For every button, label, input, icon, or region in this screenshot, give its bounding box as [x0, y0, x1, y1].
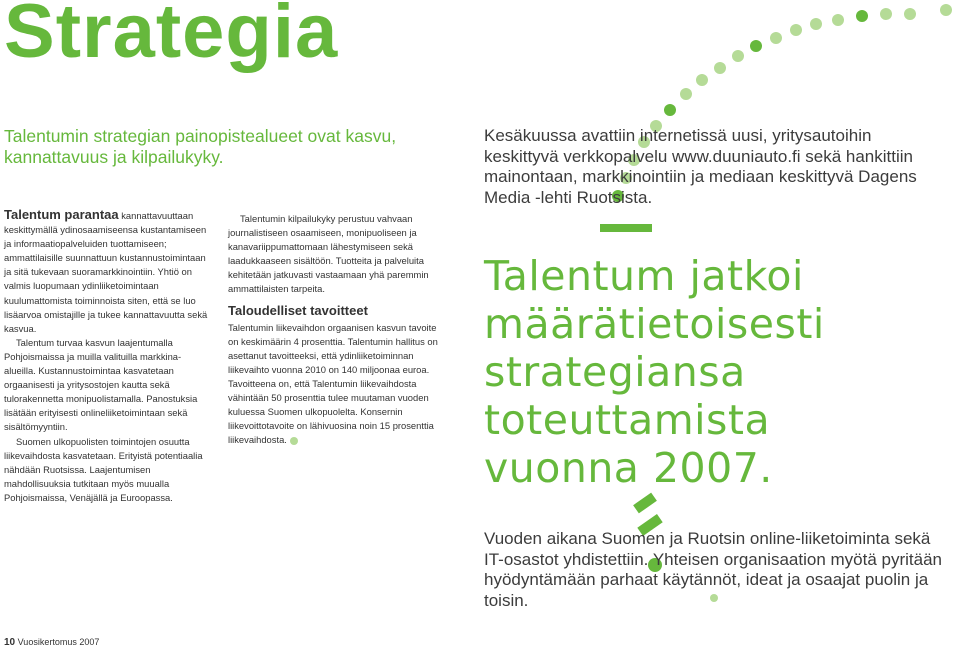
right-bottom-paragraph: Vuoden aikana Suomen ja Ruotsin online-liiketoiminta sekä IT-osastot yhdistettiin. Yhteisen organisaation myötä pyritään hyödyntämään parhaat käytännöt, ideat ja osaajat puolin ja toisin.	[484, 529, 942, 610]
col1-lead: Talentum parantaa	[4, 207, 119, 222]
decorative-dot	[856, 10, 868, 22]
text-column-2	[228, 212, 438, 447]
pull-quote-line: vuonna 2007.	[484, 444, 773, 492]
page-footer	[4, 637, 99, 648]
decorative-dot	[696, 74, 708, 86]
page-title: Strategia	[4, 0, 339, 74]
pull-quote	[484, 252, 954, 492]
col2-paragraph-1: Talentumin kilpailukyky perustuu vahvaan journalistiseen osaamiseen, monipuoliseen ja kanavariippumattomaan lähestymiseen sekä laadukkaaseen sisältöön. Tuotteita ja palveluita kehitetään jatkuvasti vastaamaan yhä paremmin ammattilaisten tarpeita.	[228, 213, 429, 295]
decorative-dot	[810, 18, 822, 30]
decorative-dot	[770, 32, 782, 44]
pull-quote-line: toteuttamista	[484, 396, 771, 444]
col2-text-2: Talentumin liikevaihdon orgaanisen kasvun tavoite on keskimäärin 4 prosenttia. Talentumin hallitus on asettanut tavoitteeksi, että ydinliiketoiminnan liikevaihto vuonna 2010 on 140 miljoonaa euroa. Tavoitteena on, että Talentumin liikevaihdosta vähintään 50 prosenttia tulee muutaman vuoden kuluessa Suomen ulkopuolelta. Konsernin liikevoittotavoite on lähivuosina noin 15 prosenttia liikevaihdosta.	[228, 321, 438, 446]
decorative-dot	[832, 14, 844, 26]
pull-quote-line: määrätietoisesti	[484, 300, 825, 348]
right-bottom-text	[484, 529, 944, 611]
publication-name: Vuosikertomus 2007	[17, 637, 100, 647]
decorative-dot	[732, 50, 744, 62]
col1-paragraph-1	[4, 208, 210, 336]
section-heading-financial-targets: Taloudelliset tavoitteet	[228, 302, 368, 318]
decorative-dot	[750, 40, 762, 52]
decorative-dot	[680, 88, 692, 100]
right-top-text	[484, 126, 944, 208]
col2-paragraph-2	[228, 321, 438, 448]
pull-quote-line: Talentum jatkoi	[484, 252, 804, 300]
end-dot-icon	[290, 437, 298, 445]
decorative-dot	[904, 8, 916, 20]
page-subtitle: Talentumin strategian painopistealueet ovat kasvu, kannattavuus ja kilpailukyky.	[4, 126, 397, 167]
decorative-dot	[790, 24, 802, 36]
decorative-dash-bottom-1	[633, 493, 657, 514]
col1-text-1: kannattavuuttaan keskittymällä ydinosaamiseensa kustantamiseen ja informaatiopalveluiden tuottamiseen; ammattilaisille suunnattuun kustannustoimintaan ja sitä tukevaan suoramarkkinointiin. Yhtiö on valmis luopumaan ydinliiketoimintaan kuulumattomista toiminnoista siten, että se luo lisäarvoa omistajille ja tukee kannattavuutta sekä kasvua.	[4, 210, 208, 334]
decorative-dot	[714, 62, 726, 74]
right-top-paragraph: Kesäkuussa avattiin internetissä uusi, yritysautoihin keskittyvä verkkopalvelu www.duuniauto.fi sekä hankittiin mainontaan, markkinointiin ja mediaan keskittyvä Dagens Media -lehti Ruotsista.	[484, 126, 917, 207]
col1-paragraph-2: Talentum turvaa kasvun laajentumalla Pohjoismaissa ja muilla valituilla markkina-alueilla. Kustannustoimintaa kasvatetaan orgaanisesti ja yritysostojen kautta sekä tulorakennetta monipuolistamalla. Panostuksia lisätään erityisesti onlineliiketoimintaan sekä sisältömyyntiin.	[4, 336, 198, 433]
text-column-1	[4, 208, 210, 505]
pull-quote-line: strategiansa	[484, 348, 746, 396]
decorative-dot	[880, 8, 892, 20]
col1-paragraph-3: Suomen ulkopuolisten toimintojen osuutta liikevaihdosta kasvatetaan. Erityistä potentiaalia nähdään Ruotsissa. Laajentumisen mahdollisuuksia tutkitaan myös muualla Pohjoismaissa, Venäjällä ja Euroopassa.	[4, 435, 203, 503]
decorative-dash-top	[600, 224, 652, 232]
decorative-dot	[940, 4, 952, 16]
page-number: 10	[4, 637, 16, 648]
decorative-dot	[664, 104, 676, 116]
